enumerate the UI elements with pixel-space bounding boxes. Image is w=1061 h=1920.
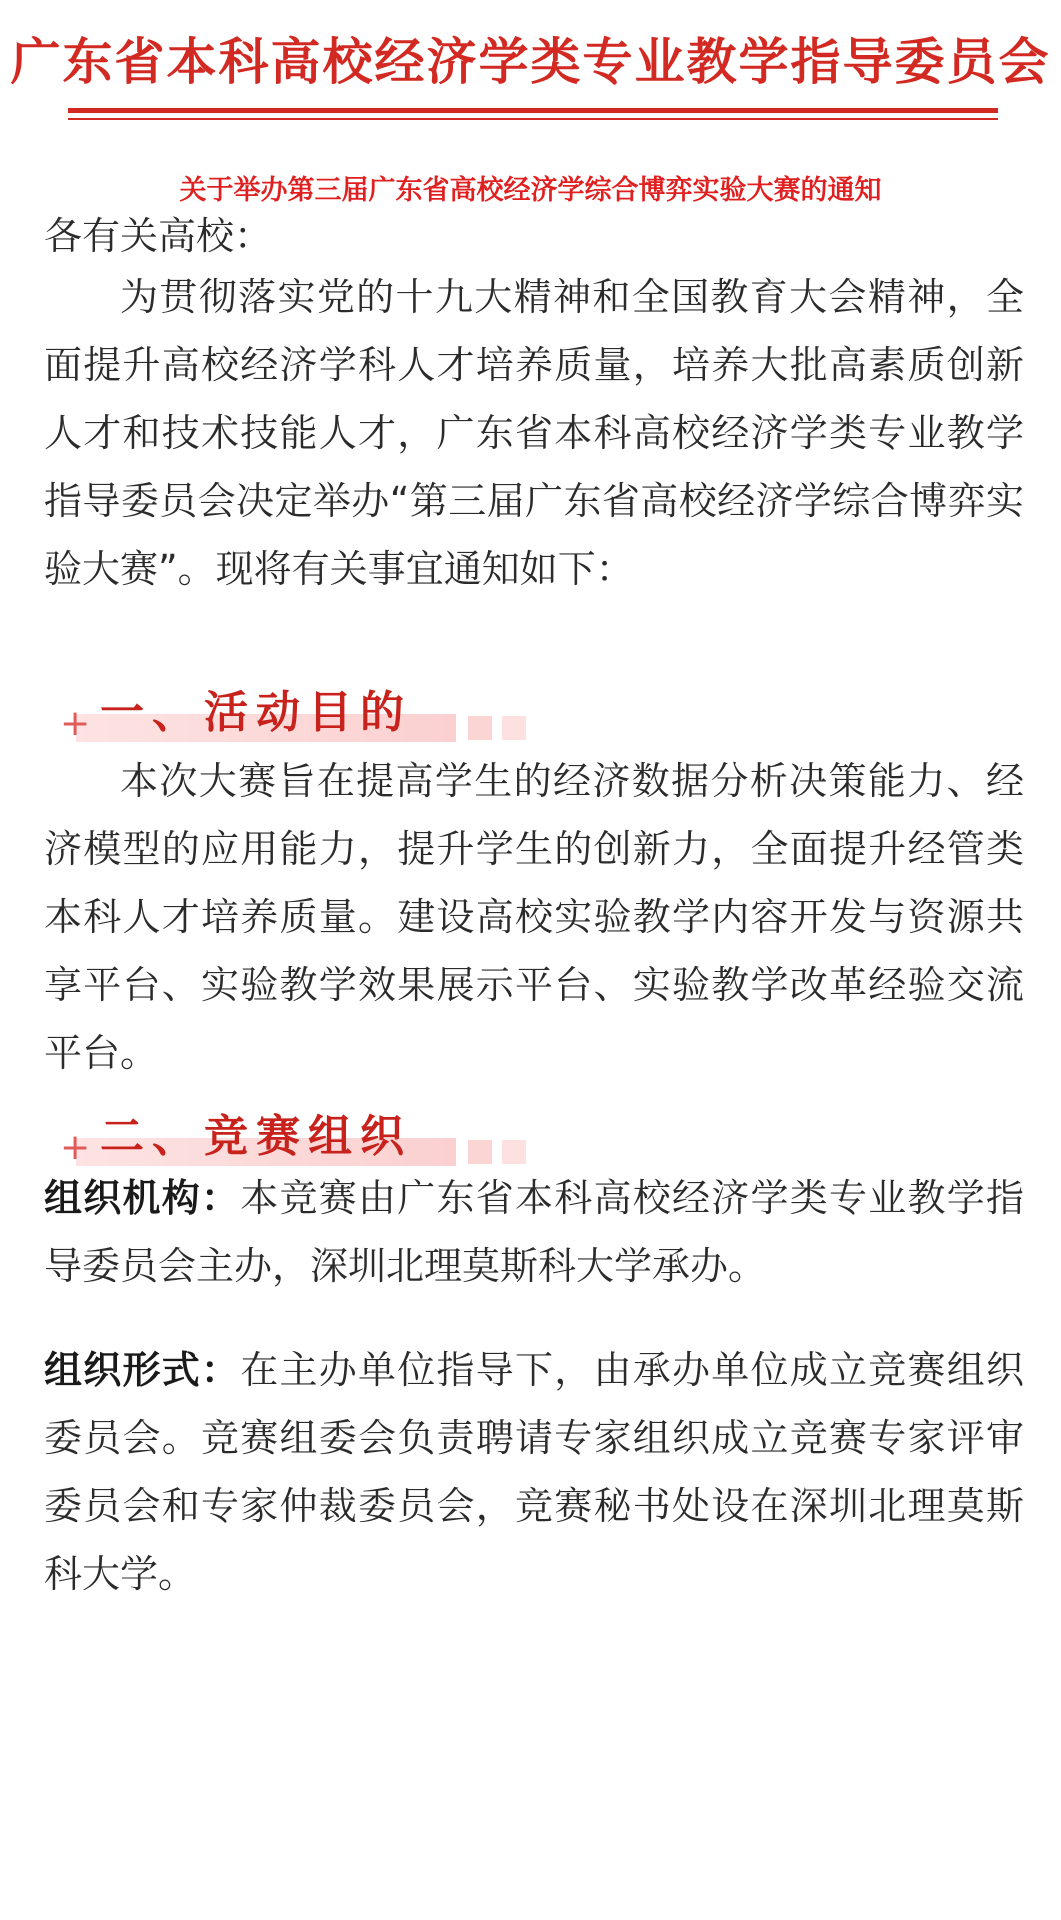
- heading-decor-square: [468, 716, 492, 740]
- heading-decor-square: [502, 716, 526, 740]
- title-rule-thin: [68, 118, 998, 120]
- organization-form-label: 组织形式：: [44, 1348, 241, 1392]
- section-heading-text: 一、活动目的: [100, 687, 412, 738]
- notice-title: 关于举办第三届广东省高校经济学综合博弈实验大赛的通知: [179, 175, 882, 206]
- heading-decor-square: [502, 1140, 526, 1164]
- heading-decor-square: [468, 1140, 492, 1164]
- organization-body-label: 组织机构：: [44, 1176, 241, 1220]
- organization-form-paragraph: [44, 1336, 1024, 1608]
- plus-icon: +: [60, 1127, 91, 1168]
- organization-body-text: 本竞赛由广东省本科高校经济学类专业教学指导委员会主办，深圳北理莫斯科大学承办。: [44, 1176, 1024, 1288]
- title-rule-thick: [68, 108, 998, 113]
- plus-icon: +: [60, 703, 91, 744]
- section-heading-purpose: [56, 676, 536, 746]
- section-heading-text: 二、竞赛组织: [100, 1111, 412, 1162]
- purpose-paragraph: 本次大赛旨在提高学生的经济数据分析决策能力、经济模型的应用能力，提升学生的创新力，全面提升经管类本科人才培养质量。建设高校实验教学内容开发与资源共享平台、实验教学效果展示平台、实验教学改革经验交流平台。: [44, 759, 1024, 1075]
- organization-title: 广东省本科高校经济学类专业教学指导委员会: [10, 32, 1051, 91]
- organization-form-text: 在主办单位指导下，由承办单位成立竞赛组织委员会。竞赛组委会负责聘请专家组织成立竞赛专家评审委员会和专家仲裁委员会，竞赛秘书处设在深圳北理莫斯科大学。: [44, 1348, 1024, 1596]
- section-heading-organization: [56, 1100, 536, 1170]
- salutation: 各有关高校：: [44, 214, 273, 258]
- organization-body-paragraph: [44, 1164, 1024, 1300]
- intro-paragraph: 为贯彻落实党的十九大精神和全国教育大会精神，全面提升高校经济学科人才培养质量，培养大批高素质创新人才和技术技能人才，广东省本科高校经济学类专业教学指导委员会决定举办“第三届广东省高校经济学综合博弈实验大赛”。现将有关事宜通知如下：: [44, 275, 1024, 591]
